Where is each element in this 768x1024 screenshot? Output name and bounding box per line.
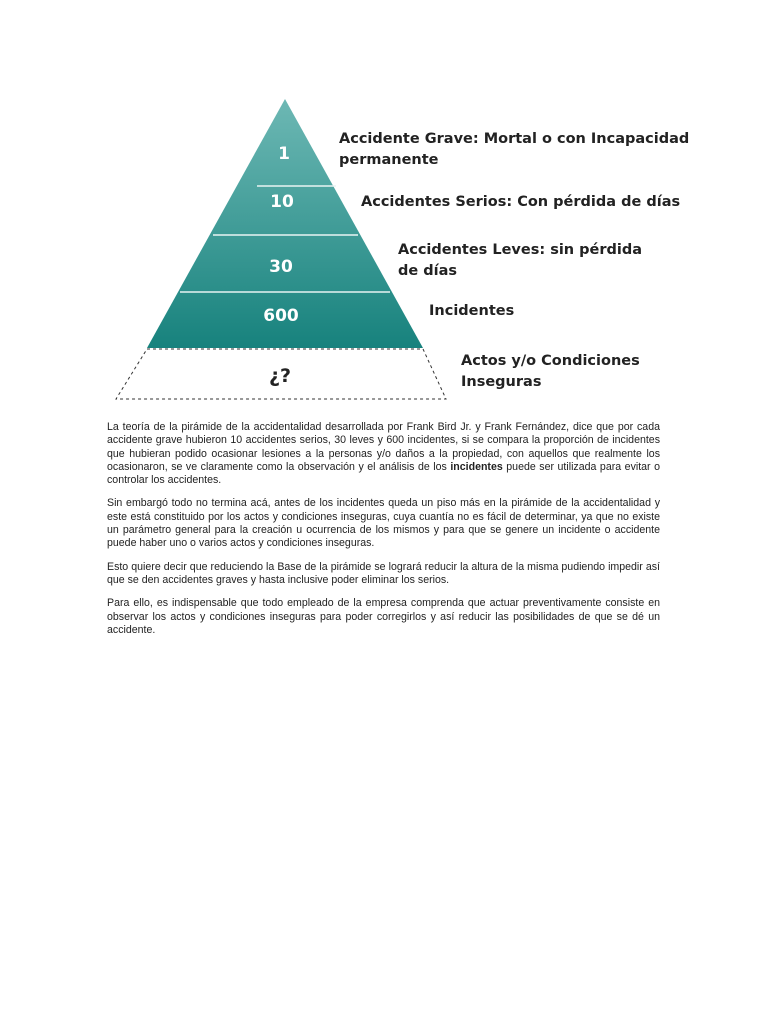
level-number-unknown: ¿? — [268, 365, 292, 387]
paragraph-3: Esto quiere decir que reduciendo la Base de la pirámide se logrará reducir la altura de la misma pudiendo impedir así que se den accidentes graves y hasta inclusive poder eliminar los serios. — [107, 560, 660, 586]
label-accidentes-serios: Accidentes Serios: Con pérdida de días — [361, 194, 681, 210]
level-number-1: 1 — [278, 144, 290, 164]
label-actos-condiciones: Actos y/o Condiciones Inseguras — [461, 353, 640, 390]
label-accidentes-leves: Accidentes Leves: sin pérdida de días — [398, 242, 643, 279]
label-incidentes: Incidentes — [429, 303, 515, 319]
body-text — [107, 421, 660, 647]
label-accidente-grave: Accidente Grave: Mortal o con Incapacidad permanente — [339, 131, 690, 168]
bold-incidentes: incidentes — [450, 460, 503, 473]
level-number-10: 10 — [270, 192, 294, 212]
paragraph-1: La teoría de la pirámide de la accidentalidad desarrollada por Frank Bird Jr. y Frank Fernández, dice que por cada accidente grave hubieron 10 accidentes serios, 30 leves y 600 incidentes, si se compara la proporción de incidentes que hubieran podido ocasionar lesiones a la personas y/o daños a la propiedad, con aquellos que realmente los ocasionaron, se ve claramente como la observación y el análisis de los incidentes puede ser utilizada para evitar o controlar los accidentes. — [107, 421, 661, 487]
level-number-600: 600 — [263, 306, 299, 326]
paragraph-2: Sin embargó todo no termina acá, antes de los incidentes queda un piso más en la pirámide de la accidentalidad y este está constituido por los actos y condiciones inseguras, cuya cuantía no es fácil de determinar, ya que no existe un parámetro general para la creación u ocurrencia de los mismos y para que se genere un incidente o accidente puede haber uno o varios actos y condiciones inseguras. — [107, 497, 660, 550]
level-number-30: 30 — [269, 257, 293, 277]
paragraph-4: Para ello, es indispensable que todo empleado de la empresa comprenda que actuar preventivamente consiste en observar los actos y condiciones inseguras para poder corregirlos y así reducir las posibilidades de que se dé un accidente. — [107, 597, 660, 636]
